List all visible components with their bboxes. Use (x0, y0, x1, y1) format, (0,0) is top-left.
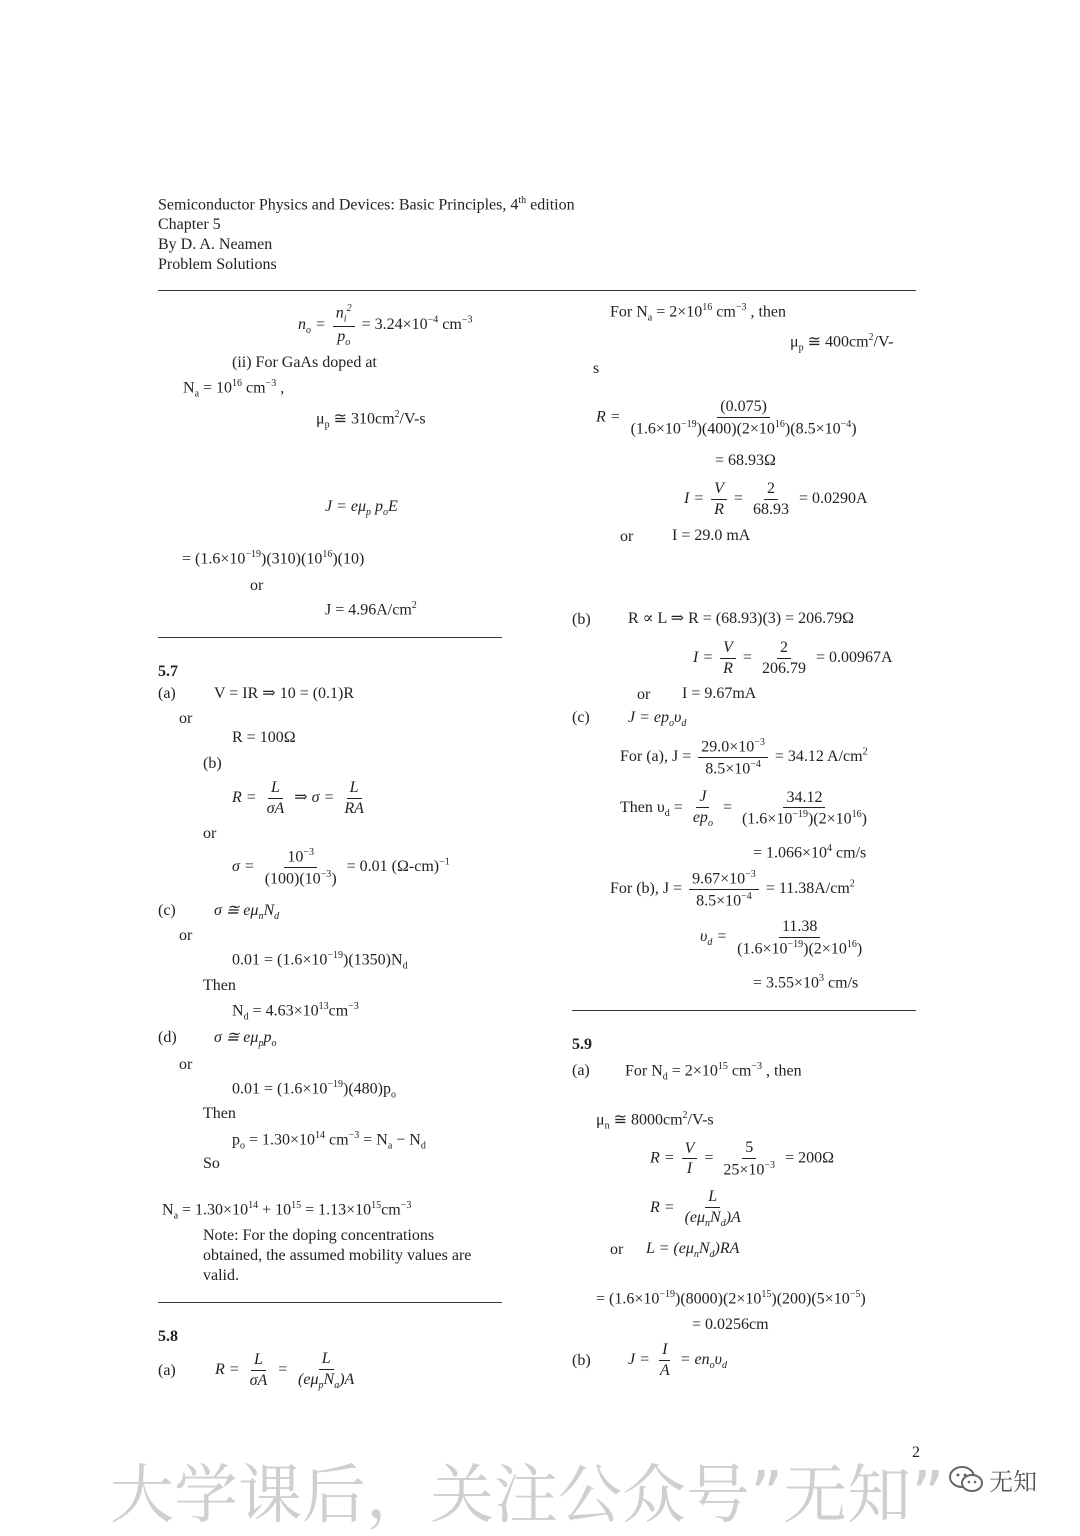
or-text: or (179, 1056, 193, 1073)
section-divider (572, 1010, 916, 1011)
note-line: obtained, the assumed mobility values are (203, 1247, 472, 1264)
gaas-text: (ii) For GaAs doped at (232, 354, 377, 371)
ib-eq: I = $\frac{V}{R}$ = $\frac{2}{206.79}$ = 0.00967A (693, 639, 893, 677)
vd2-eq: $\upsilon_d$ = $\frac{11.38}{(1.6\times 10^{-19})(2\times 10^{16})}$ (700, 918, 863, 957)
or-text: or (179, 710, 193, 727)
then-text: Then (203, 1105, 236, 1122)
mun-eq: $\mu_n$ ≅ $8000cm^2/V-s$ (596, 1110, 714, 1132)
or-text: or (620, 528, 634, 545)
section-divider (158, 1302, 502, 1303)
or-text: or (203, 825, 217, 842)
part-label: (a) (158, 685, 176, 702)
eq-rb: R ∝ L ⇒ R = (68.93)(3) = 206.79Ω (628, 610, 855, 627)
part-label: (c) (158, 902, 176, 919)
eq-c: σ ≅ $e\mu_nN_d$ (214, 902, 280, 923)
watermark: 大学课后，关注公众号”无知” (110, 1459, 945, 1533)
eq-no: $n_o$ = $\frac{n_i^2}{p_o}$ = $3.24\times 10^{-4}$ $cm^{-3}$ (298, 303, 473, 348)
part-label: (a) (158, 1362, 176, 1379)
j-eq: $J = e\mu_p$ $p_oE$ (325, 498, 398, 519)
chapter: Chapter 5 (158, 216, 221, 233)
l-result: = 0.0256cm (692, 1316, 769, 1333)
eq-c2: $0.01 = (1.6\times 10^{-19})(1350)N_d$ (232, 950, 408, 972)
part-label: (b) (572, 1352, 591, 1369)
for-nd: For $N_d = 2\times 10^{15}$ $cm^{-3}$ , then (625, 1061, 802, 1083)
r-value: = 68.93Ω (715, 452, 776, 469)
po-eq: $p_o = 1.30\times 10^{14}$ $cm^{-3} = N_a - N_d$ (232, 1130, 426, 1152)
for-b-eq: For (b), J = $\frac{9.67\times 10^{-3}}{8.5\times 10^{-4}}$ = $11.38A/cm^2$ (610, 869, 855, 910)
then-text: Then (203, 977, 236, 994)
for-na: For $N_a = 2\times 10^{16}$ $cm^{-3}$ , then (610, 302, 787, 324)
s-text: s (593, 360, 600, 377)
part-label: (b) (203, 755, 222, 772)
l-eq: $L = (e\mu_nN_d)RA$ (646, 1240, 740, 1261)
page-number: 2 (912, 1444, 920, 1461)
eq-d2: $0.01 = (1.6\times 10^{-19})(480)p_o$ (232, 1079, 396, 1101)
eq-b: R = $\frac{L}{\sigma A}$ ⇒ σ = $\frac{L}{RA}$ (232, 779, 364, 817)
eq-d: σ ≅ $e\mu_pp_o$ (214, 1029, 277, 1050)
note-line: valid. (203, 1267, 239, 1284)
for-a-eq: For (a), J = $\frac{29.0\times 10^{-3}}{8.5\times 10^{-4}}$ = 34.12 $A/cm^2$ (620, 737, 868, 778)
eq-58a: R = $\frac{L}{\sigma A}$ = $\frac{L}{(e\mu_pN_a)A}$ (215, 1350, 355, 1391)
or-text: or (250, 577, 264, 594)
r59b-eq: R = $\frac{L}{(e\mu_nN_d)A}$ (650, 1188, 741, 1229)
vd-result: = $1.066\times 10^4$ cm/s (753, 843, 867, 862)
problem-number: 5.9 (572, 1036, 592, 1053)
sigma-eq: σ = $\frac{10^{-3}}{(100)(10^{-3})}$ = 0.01 $(\Omega-cm)^{-1}$ (232, 847, 450, 888)
problem-number: 5.8 (158, 1328, 178, 1345)
part-label: (b) (572, 611, 591, 628)
or-text: or (610, 1241, 624, 1258)
vd2-result: = $3.55\times 10^3$ cm/s (753, 973, 859, 992)
so-text: So (203, 1155, 220, 1172)
j-eq2: = $(1.6\times 10^{-19})(310)(10^{16})(10)$ (182, 549, 365, 568)
r-fraction: R = $\frac{(0.075)}{(1.6\times 10^{-19})(400)(2\times 10^{16})(8.5\times 10^{-4})}$ (596, 398, 857, 437)
mup-eq: $\mu_p$ ≅ $310cm^2/V-s$ (316, 409, 426, 431)
then-eq: Then $\upsilon_d$ = $\frac{J}{ep_o}$ = $\frac{34.12}{(1.6\times 10^{-19})(2\times 10^{16})}$ (620, 788, 867, 829)
i-eq: I = $\frac{V}{R}$ = $\frac{2}{68.93}$ = 0.0290A (684, 480, 868, 518)
subtitle: Problem Solutions (158, 256, 277, 273)
or-text: or (637, 686, 651, 703)
note-line: Note: For the doping concentrations (203, 1227, 435, 1244)
book-title: Semiconductor Physics and Devices: Basic Principles, 4th edition (158, 195, 575, 214)
nd-eq: $N_d = 4.63\times 10^{13}cm^{-3}$ (232, 1001, 359, 1023)
na-eq: $N_a = 10^{16}$ $cm^{-3}$ , (183, 378, 285, 400)
eq-a: V = IR ⇒ 10 = (0.1)R (214, 685, 355, 702)
part-label: (c) (572, 709, 590, 726)
i-result: I = 29.0 mA (672, 527, 751, 544)
j59-eq: J = $\frac{I}{A}$ = $en_o\upsilon_d$ (628, 1341, 727, 1379)
author: By D. A. Neamen (158, 236, 273, 253)
r59-eq: R = $\frac{V}{I}$ = $\frac{5}{25\times 10^{-3}}$ = 200Ω (650, 1139, 834, 1178)
na-result: $N_a = 1.30\times 10^{14} + 10^{15} = 1.13\times 10^{15}cm^{-3}$ (162, 1200, 412, 1222)
r-eq: R = 100Ω (232, 729, 296, 746)
eq-rc: $J = ep_o\upsilon_d$ (628, 709, 687, 730)
header-divider (158, 290, 916, 291)
part-label: (a) (572, 1062, 590, 1079)
ib-result: I = 9.67mA (682, 685, 757, 702)
logo-text: 无知 (989, 1468, 1038, 1496)
section-divider (158, 637, 502, 638)
part-label: (d) (158, 1029, 177, 1046)
problem-number: 5.7 (158, 663, 178, 680)
j-result: $J = 4.96A/cm^2$ (325, 600, 417, 619)
chat-bubble-icon (948, 1465, 984, 1495)
or-text: or (179, 927, 193, 944)
mup-eq: $\mu_p$ ≅ $400cm^2/V-$ (790, 332, 894, 354)
wechat-logo (948, 1462, 1037, 1497)
l-eq2: = $(1.6\times 10^{-19})(8000)(2\times 10^{15})(200)(5\times 10^{-5})$ (596, 1289, 866, 1308)
